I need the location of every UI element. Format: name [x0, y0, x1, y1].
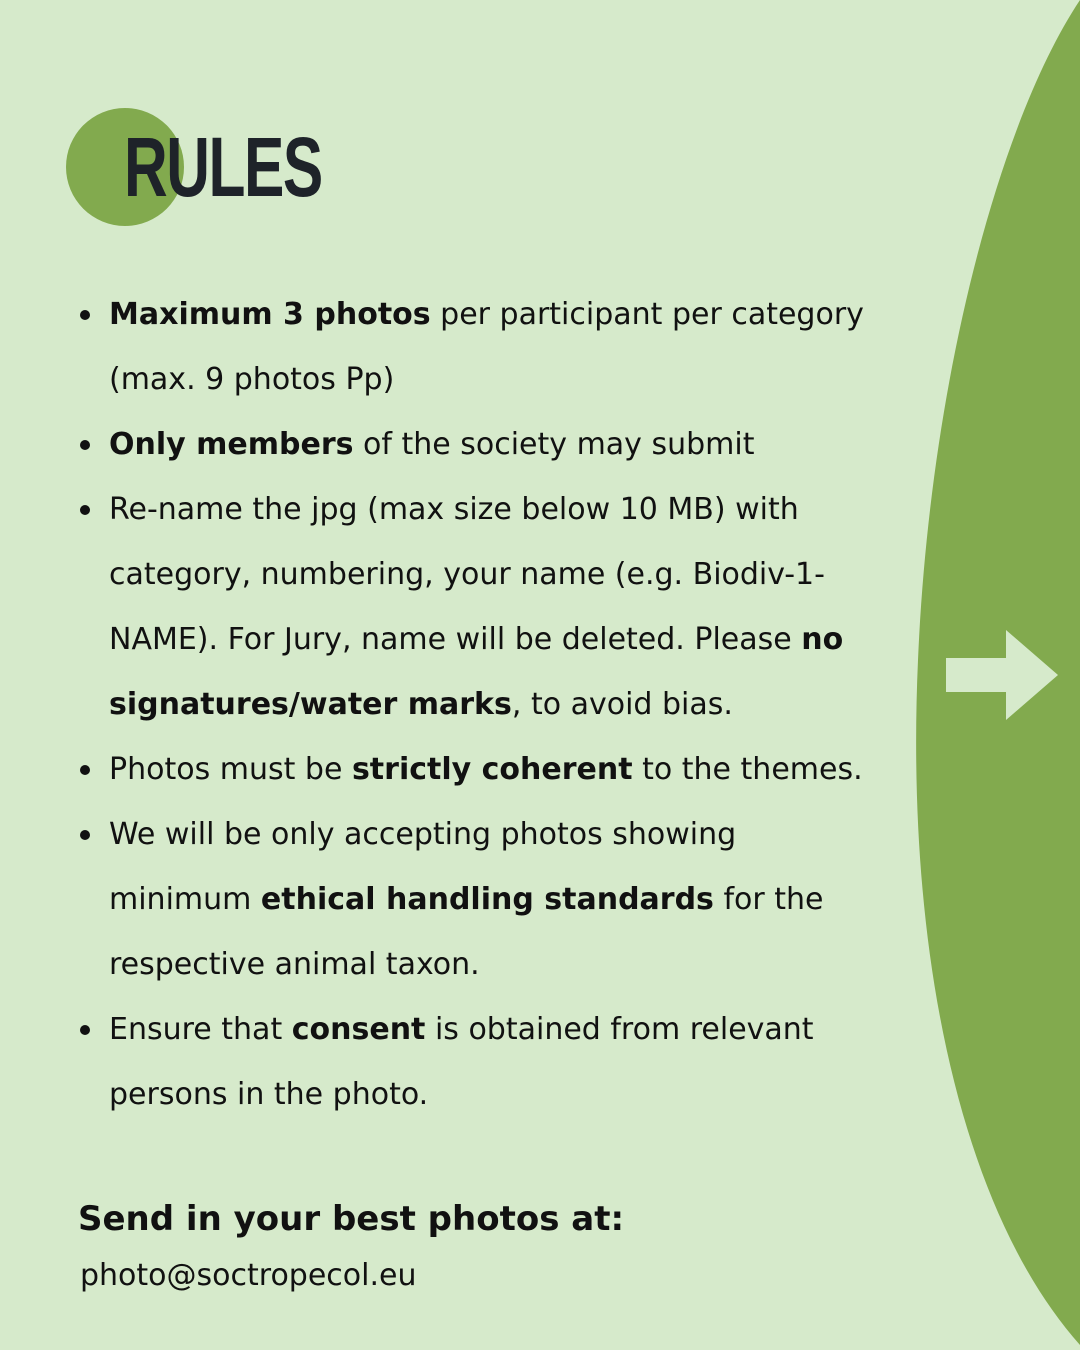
rule-item [78, 282, 888, 412]
rule-emphasis: Maximum 3 photos [109, 297, 431, 332]
rule-text: Photos must be [109, 752, 352, 787]
rule-text: , to avoid bias. [511, 687, 733, 722]
rule-item [78, 477, 888, 737]
rules-list [78, 282, 888, 1127]
rule-item [78, 802, 888, 997]
rule-emphasis: no signatures/water marks [109, 622, 844, 722]
rule-text: per participant per category (max. 9 photos Pp) [109, 297, 864, 397]
rule-text: We will be only accepting photos showing minimum [109, 817, 737, 917]
rule-emphasis: ethical handling standards [260, 882, 714, 917]
rule-item [78, 412, 888, 477]
page-title: RULES [124, 120, 322, 214]
rule-text: is obtained from relevant persons in the photo. [109, 1012, 814, 1112]
rule-item [78, 737, 888, 802]
contact-email[interactable]: photo@soctropecol.eu [80, 1258, 417, 1293]
contact-heading: Send in your best photos at: [78, 1199, 625, 1239]
rule-text: Re-name the jpg (max size below 10 MB) with category, numbering, your name (e.g. Biodiv-1-NAME). For Jury, name will be deleted. Please [109, 492, 825, 657]
rule-text: to the themes. [632, 752, 863, 787]
rule-item [78, 997, 888, 1127]
rule-emphasis: Only members [109, 427, 354, 462]
rule-emphasis: consent [291, 1012, 426, 1047]
rule-emphasis: strictly coherent [351, 752, 633, 787]
rule-text: for the respective animal taxon. [109, 882, 824, 982]
rule-text: Ensure that [109, 1012, 292, 1047]
rule-text: of the society may submit [353, 427, 755, 462]
